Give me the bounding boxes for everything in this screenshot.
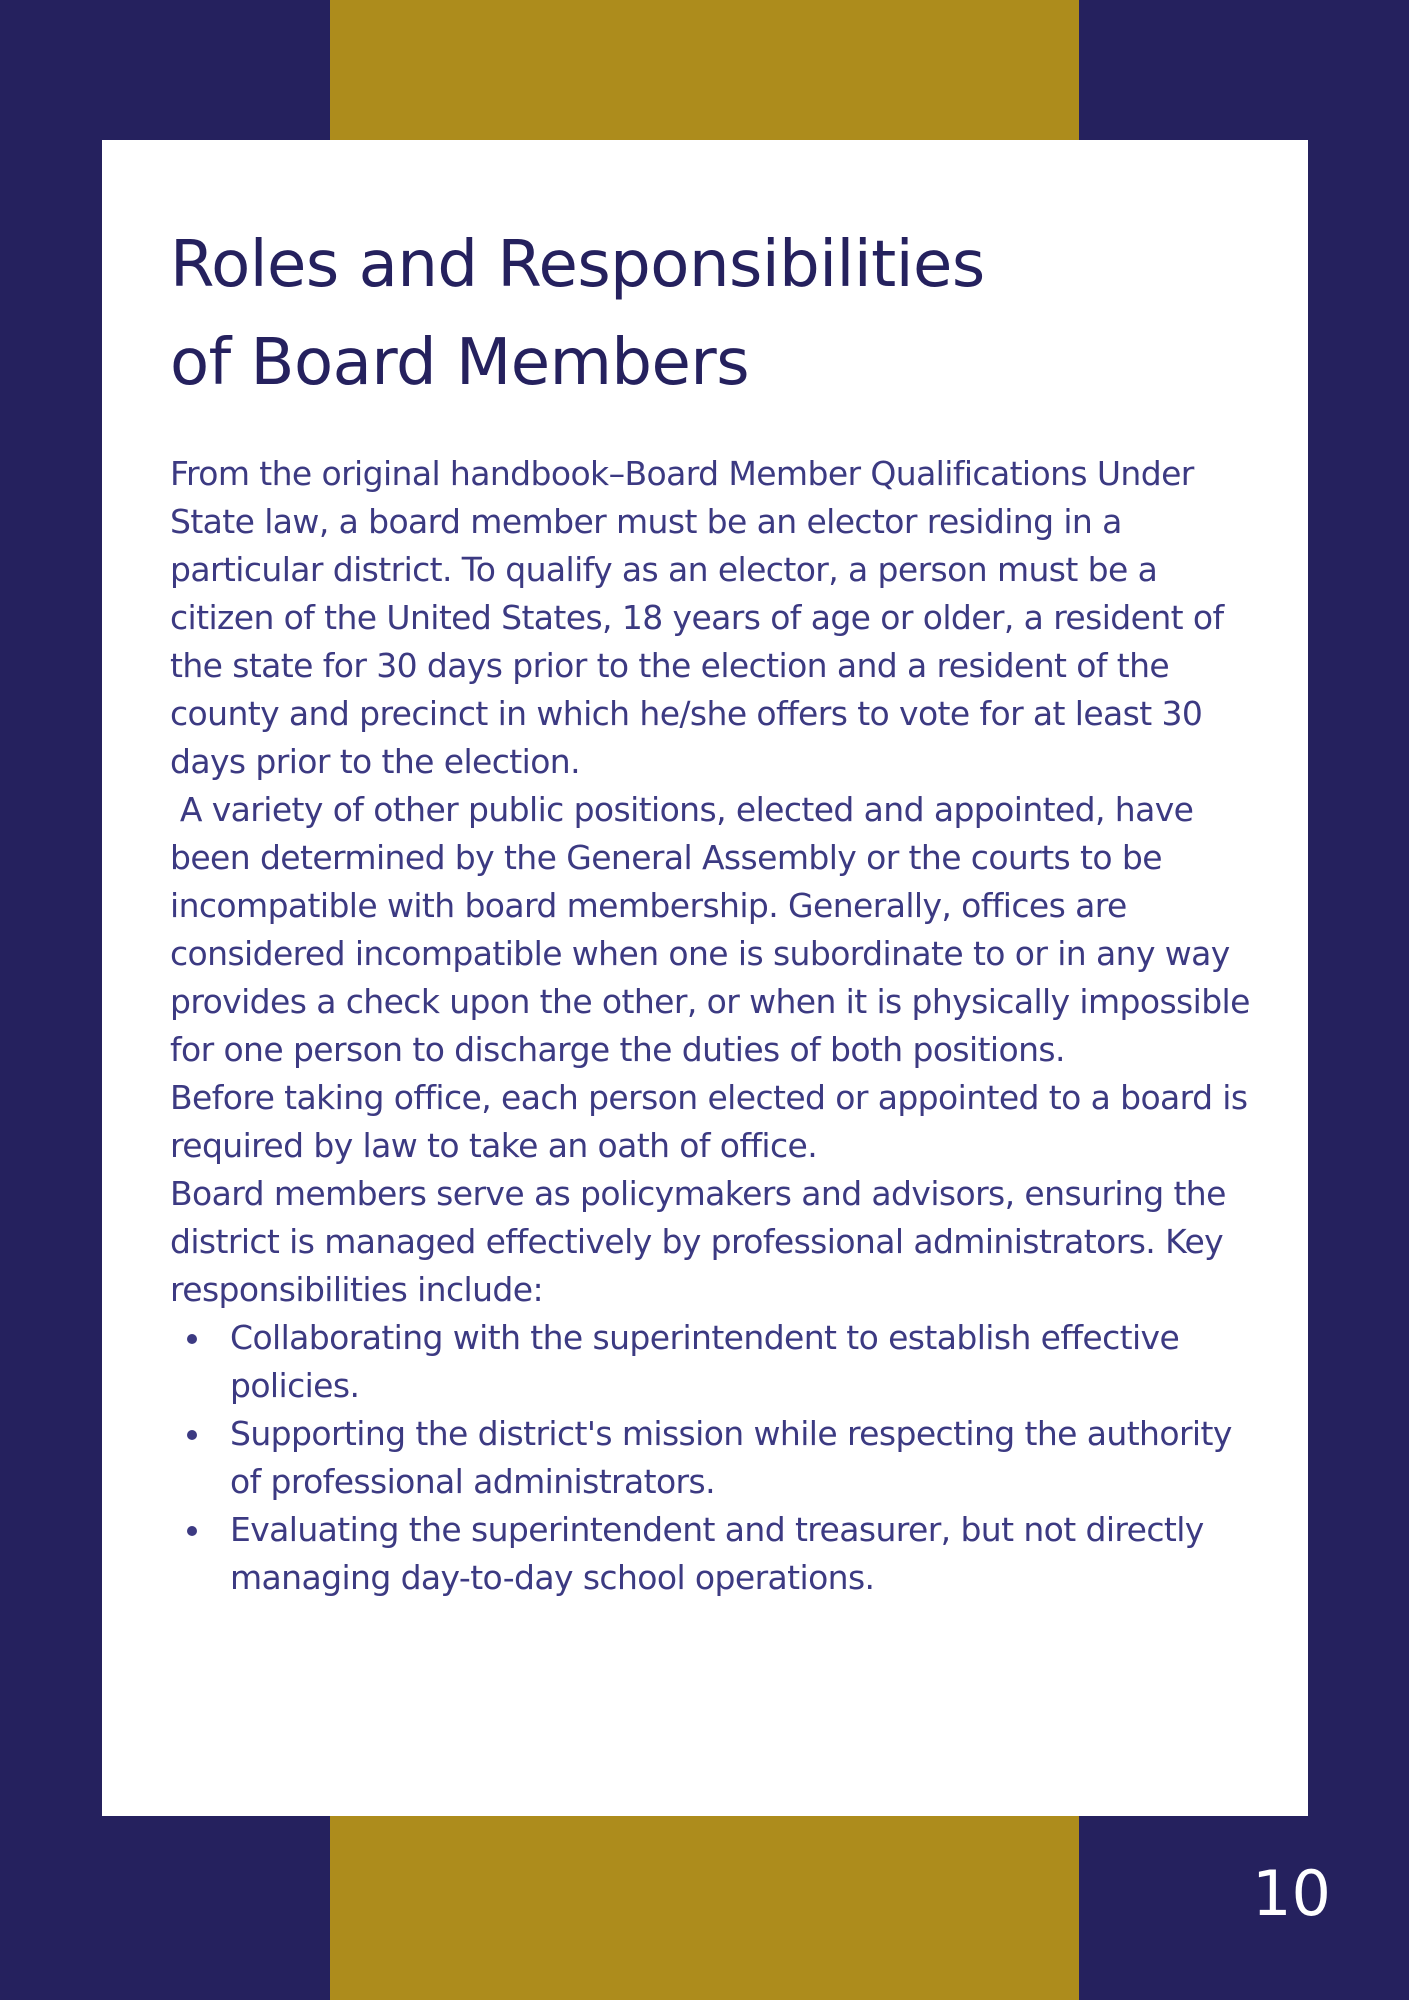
paragraph-key-responsibilities: Board members serve as policymakers and advisors, ensuring the district is managed effectively by professional administrators. Key responsibilities include:: [170, 1174, 1226, 1309]
page-title: [170, 216, 1260, 412]
top-gold-band: [330, 0, 1079, 140]
content-area: [170, 216, 1260, 1602]
bullet-icon: [187, 1430, 197, 1440]
page-title-line-1: Roles and Responsibilities: [170, 228, 985, 302]
paragraph-qualifications: From the original handbook–Board Member Qualifications Under State law, a board member must be an elector residing in a particular district. To qualify as an elector, a person must be a citizen of the United States, 18 years of age or older, a resident of the state for 30 days prior to the election and a resident of the county and precinct in which he/she offers to vote for at least 30 days prior to the election.: [170, 454, 1224, 781]
list-item: [170, 1506, 1260, 1602]
page-number: 10: [1252, 1857, 1331, 1930]
body-text: [170, 450, 1260, 1602]
responsibilities-list: [170, 1314, 1260, 1602]
bottom-gold-band: [330, 1816, 1079, 2000]
list-item: [170, 1314, 1260, 1410]
page-title-line-2: of Board Members: [170, 326, 750, 400]
list-item-text: Evaluating the superintendent and treasurer, but not directly managing day-to-day school operations.: [230, 1510, 1204, 1597]
bullet-icon: [187, 1334, 197, 1344]
paragraph-oath-of-office: Before taking office, each person elected or appointed to a board is required by law to take an oath of office.: [170, 1078, 1248, 1165]
bullet-icon: [187, 1526, 197, 1536]
paragraph-incompatible-offices: A variety of other public positions, elected and appointed, have been determined by the General Assembly or the courts to be incompatible with board membership. Generally, offices are considered incompatible when one is subordinate to or in any way provides a check upon the other, or when it is physically impossible for one person to discharge the duties of both positions.: [170, 790, 1260, 1069]
content-card: [102, 140, 1308, 1816]
list-item-text: Supporting the district's mission while respecting the authority of professional administrators.: [230, 1414, 1232, 1501]
list-item-text: Collaborating with the superintendent to establish effective policies.: [230, 1318, 1180, 1405]
list-item: [170, 1410, 1260, 1506]
